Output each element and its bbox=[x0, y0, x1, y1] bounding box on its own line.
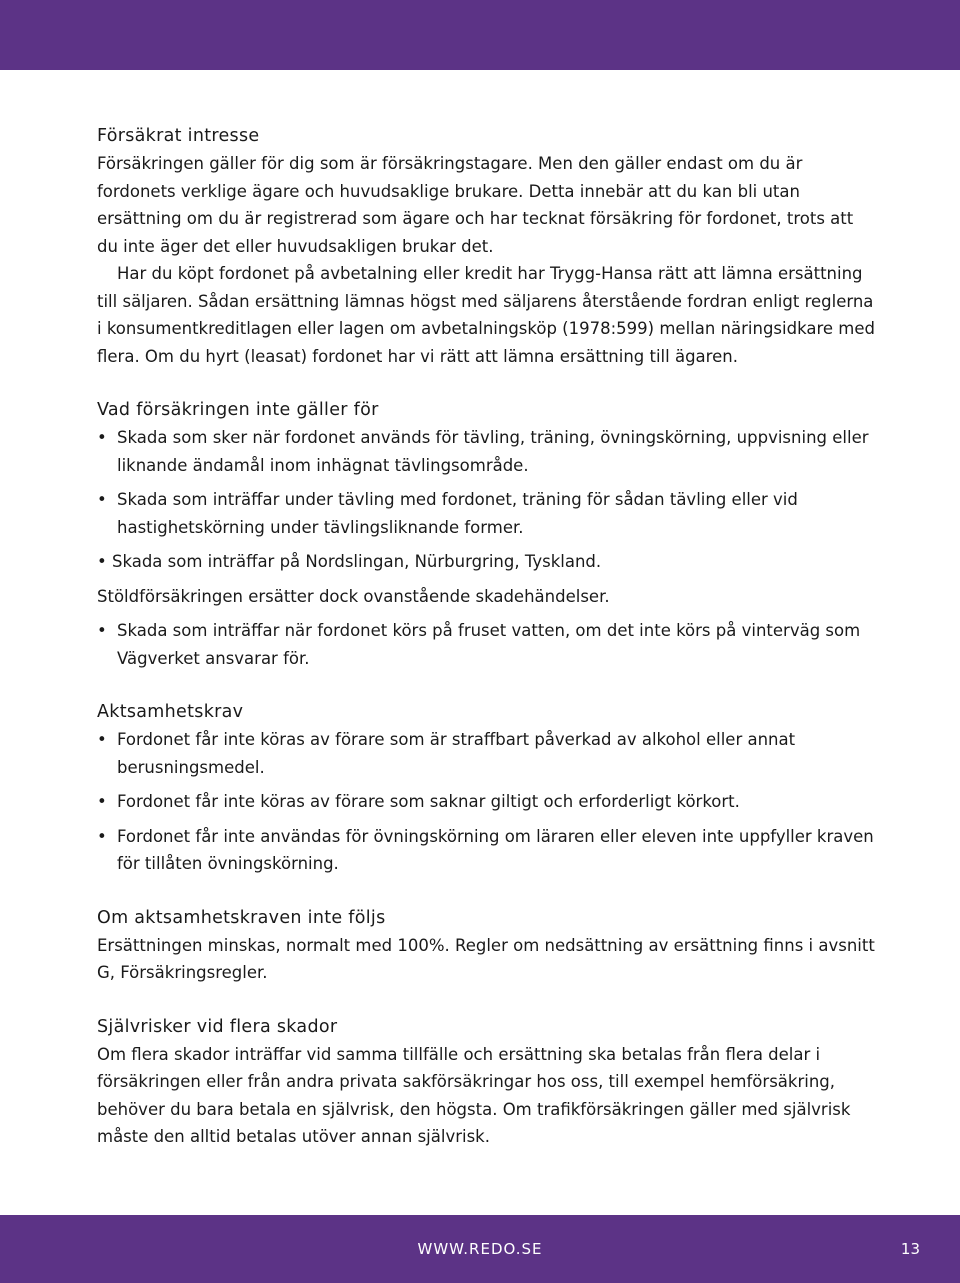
bullet-marker: • bbox=[97, 428, 107, 447]
paragraph: Ersättningen minskas, normalt med 100%. Regler om nedsättning av ersättning finns i avsnitt G, Försäkringsregler. bbox=[97, 935, 875, 982]
section-heading: Självrisker vid flera skador bbox=[97, 1016, 338, 1037]
list-item bbox=[97, 424, 877, 479]
section-forsakrat-intresse bbox=[97, 122, 877, 370]
list-item-text: Skada som sker när fordonet används för tävling, träning, övningskörning, uppvisning eller liknande ändamål inom inhägnat tävlingsområde. bbox=[117, 428, 869, 475]
bullet-list bbox=[97, 726, 877, 878]
document-body bbox=[97, 122, 877, 1177]
paragraph: Försäkringen gäller för dig som är försäkringstagare. Men den gäller endast om du är fordonets verklige ägare och huvudsaklige brukare. Detta innebär att du kan bli utan ersättning om du är registrerad som ägare och har tecknat försäkring för fordonet, trots att du inte äger det eller huvudsakligen brukar det. bbox=[97, 154, 854, 256]
list-item bbox=[97, 486, 877, 541]
page-number: 13 bbox=[900, 1240, 920, 1258]
bullet-marker: • bbox=[97, 730, 107, 749]
bullet-list bbox=[97, 424, 877, 541]
list-item bbox=[97, 726, 877, 781]
bullet-list bbox=[97, 617, 877, 672]
section-undantag bbox=[97, 396, 877, 672]
header-band bbox=[0, 0, 960, 70]
section-heading: Om aktsamhetskraven inte följs bbox=[97, 907, 386, 928]
bullet-marker: • bbox=[97, 621, 107, 640]
list-item bbox=[97, 788, 877, 816]
note-text: Stöldförsäkringen ersätter dock ovanstående skadehändelser. bbox=[97, 586, 610, 606]
paragraph: Om flera skador inträffar vid samma tillfälle och ersättning ska betalas från flera delar i försäkringen eller från andra privata sakförsäkringar hos oss, till exempel hemförsäkring, behöver du bara betala en självrisk, den högsta. Om trafikförsäkringen gäller med självrisk måste den alltid betalas utöver annan självrisk. bbox=[97, 1044, 851, 1146]
section-heading: Vad försäkringen inte gäller för bbox=[97, 400, 379, 420]
footer-website-link[interactable]: WWW.REDO.SE bbox=[417, 1240, 543, 1258]
section-sjalvrisker bbox=[97, 1013, 877, 1151]
list-item-text: Fordonet får inte köras av förare som är straffbart påverkad av alkohol eller annat berusningsmedel. bbox=[117, 730, 796, 777]
list-item-text: • Skada som inträffar på Nordslingan, Nürburgring, Tyskland. bbox=[97, 552, 602, 571]
bullet-marker: • bbox=[97, 490, 107, 509]
list-item-text: Fordonet får inte användas för övningskörning om läraren eller eleven inte uppfyller kraven för tillåten övningskörning. bbox=[117, 826, 874, 873]
bullet-marker: • bbox=[97, 792, 107, 811]
list-item bbox=[97, 617, 877, 672]
section-aktsamhetskrav bbox=[97, 698, 877, 878]
paragraph: Har du köpt fordonet på avbetalning eller kredit har Trygg-Hansa rätt att lämna ersättning till säljaren. Sådan ersättning lämnas högst med säljarens återstående fordran enligt reglerna i konsumentkreditlagen eller lagen om avbetalningsköp (1978:599) mellan näringsidkare med flera. Om du hyrt (leasat) fordonet har vi rätt att lämna ersättning till ägaren. bbox=[97, 264, 875, 366]
list-item-text: Fordonet får inte köras av förare som saknar giltigt och erforderligt körkort. bbox=[117, 792, 740, 811]
section-heading: Försäkrat intresse bbox=[97, 126, 260, 146]
section-ej-foljs bbox=[97, 904, 877, 987]
list-item bbox=[97, 823, 877, 878]
bullet-marker: • bbox=[97, 826, 107, 846]
section-heading: Aktsamhetskrav bbox=[97, 702, 244, 722]
list-item-text: Skada som inträffar när fordonet körs på fruset vatten, om det inte körs på vinterväg som Vägverket ansvarar för. bbox=[117, 621, 861, 668]
list-item-text: Skada som inträffar under tävling med fordonet, träning för sådan tävling eller vid hastighetskörning under tävlingsliknande former. bbox=[117, 490, 798, 537]
